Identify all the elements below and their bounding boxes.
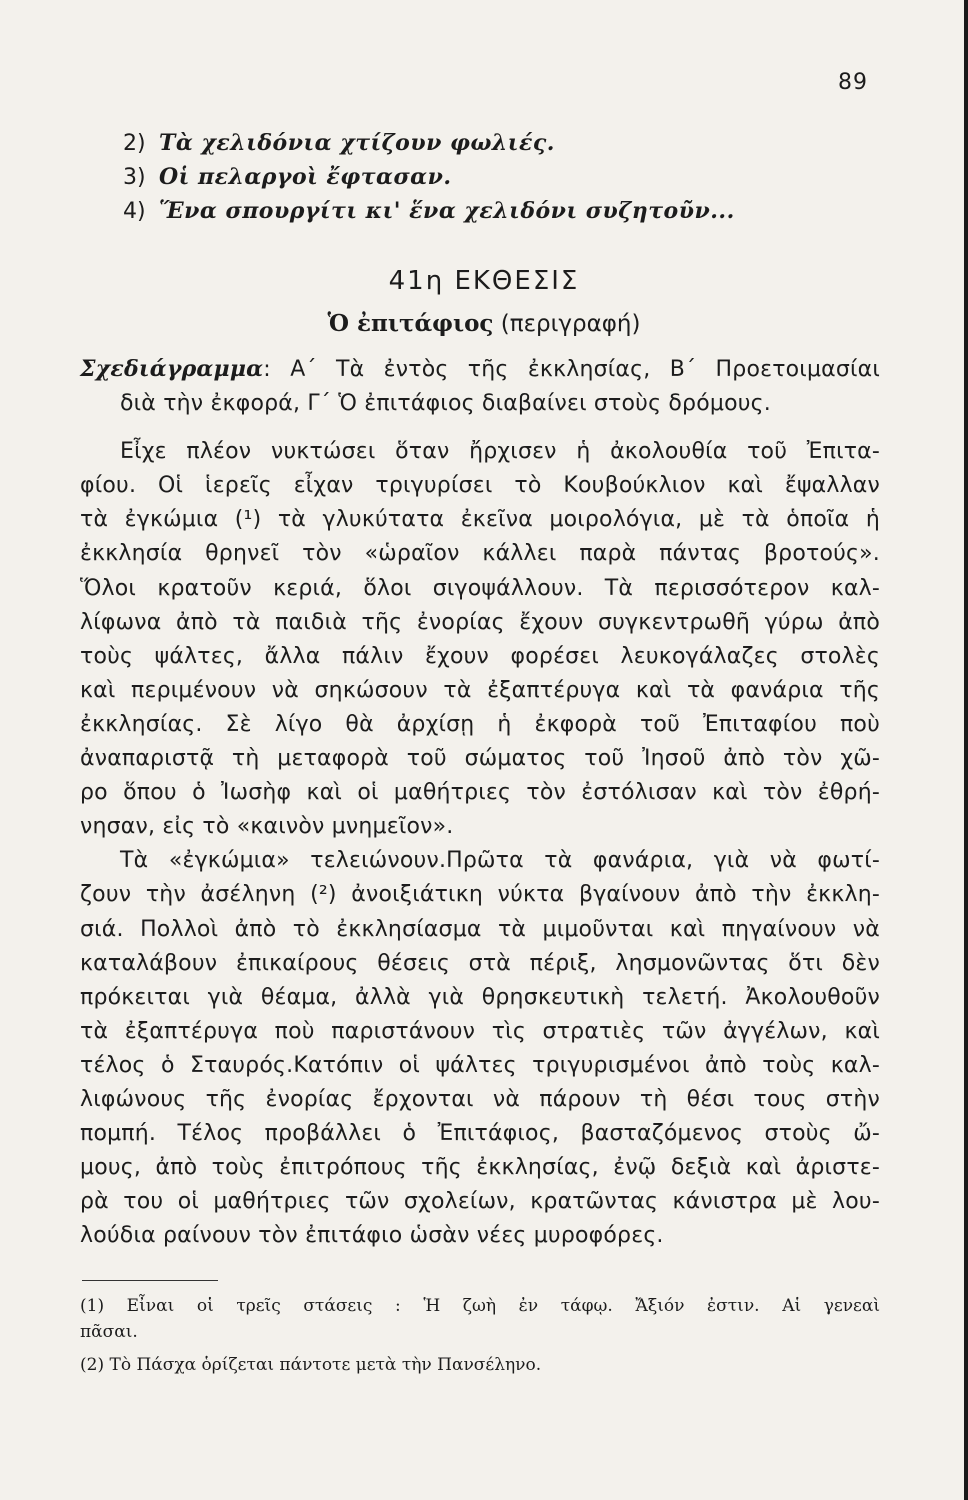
body-line: Εἶχε πλέον νυκτώσει ὅταν ἤρχισεν ἡ ἀκολουθία τοῦ Ἐπιτα- — [120, 439, 880, 465]
footnote-line: (1) Εἶναι οἱ τρεῖς στάσεις : Ἡ ζωὴ ἐν τάφῳ. Ἄξιόν ἐστιν. Αἱ γενεαὶ — [80, 1296, 880, 1316]
exercise-list — [123, 126, 735, 228]
exercise-text: Οἱ πελαργοὶ ἔφτασαν. — [159, 164, 452, 190]
body-line: πομπή. Τέλος προβάλλει ὁ Ἐπιτάφιος, βασταζόμενος στοὺς ὤ- — [80, 1121, 880, 1147]
essay-subtitle — [0, 310, 968, 337]
body-line: ἀναπαριστᾷ τὴ μεταφορὰ τοῦ σώματος τοῦ Ἰησοῦ ἀπὸ τὸν χῶ- — [80, 746, 880, 772]
essay-body — [80, 352, 880, 1253]
body-line: καὶ περιμένουν νὰ σηκώσουν τὰ ἐξαπτέρυγα καὶ τὰ φανάρια τῆς — [80, 677, 880, 703]
body-line: τέλος ὁ Σταυρός.Κατόπιν οἱ ψάλτες τριγυρισμένοι ἀπὸ τοὺς καλ- — [80, 1052, 880, 1078]
footnote-2 — [80, 1352, 880, 1378]
footnote-1 — [80, 1293, 880, 1345]
spacer — [80, 421, 880, 435]
body-line: λιφώνους τῆς ἐνορίας ἔρχονται νὰ πάρουν τὴ θέσι τους στὴν — [80, 1086, 880, 1112]
essay-title: 41η ΕΚΘΕΣΙΣ — [388, 266, 580, 296]
page-number: 89 — [838, 70, 868, 95]
body-line: πρόκειται γιὰ θέαμα, ἀλλὰ γιὰ θρησκευτικὴ τελετή. Ἀκολουθοῦν — [80, 984, 880, 1010]
outline-line — [80, 352, 880, 387]
body-line: σιά. Πολλοὶ ἀπὸ τὸ ἐκκλησίασμα τὰ μιμοῦνται καὶ πηγαίνουν νὰ — [80, 916, 880, 942]
body-line: ρὰ του οἱ μαθήτριες τῶν σχολείων, κρατῶντας κάνιστρα μὲ λου- — [80, 1189, 880, 1215]
exercise-number: 2) — [123, 131, 146, 156]
essay-subtitle-rest: (περιγραφή) — [500, 311, 641, 337]
exercise-item — [123, 160, 735, 194]
outline-line: διὰ τὴν ἐκφορά, Γ΄ Ὁ ἐπιτάφιος διαβαίνει στοὺς δρόμους. — [120, 391, 771, 417]
body-line: τὰ ἐγκώμια (¹) τὰ γλυκύτατα ἐκεῖνα μοιρολόγια, μὲ τὰ ὁποῖα ἡ — [80, 507, 880, 533]
body-line: Τὰ «ἐγκώμια» τελειώνουν.Πρῶτα τὰ φανάρια, γιὰ νὰ φωτί- — [120, 848, 880, 874]
body-line: μους, ἀπὸ τοὺς ἐπιτρόπους τῆς ἐκκλησίας, ἐνῷ δεξιὰ καὶ ἀριστε- — [80, 1155, 880, 1181]
outline-text: : Α΄ Τὰ ἐντὸς τῆς ἐκκλησίας, Β΄ Προετοιμασίαι — [263, 357, 880, 382]
body-line: λούδια ραίνουν τὸν ἐπιτάφιο ὡσὰν νέες μυροφόρες. — [80, 1223, 664, 1249]
body-line: ζουν τὴν ἀσέληνη (²) ἀνοιξιάτικη νύκτα βγαίνουν ἀπὸ τὴν ἐκκλη- — [80, 882, 880, 908]
footnote-line: πᾶσαι. — [80, 1322, 138, 1342]
body-line: λίφωνα ἀπὸ τὰ παιδιὰ τῆς ἐνορίας ἔχουν συγκεντρωθῆ γύρω ἀπὸ — [80, 609, 880, 635]
exercise-number: 3) — [123, 165, 146, 190]
body-line: τοὺς ψάλτες, ἄλλα πάλιν ἔχουν φορέσει λευκογάλαζες στολὲς — [80, 643, 880, 669]
exercise-text: Τὰ χελιδόνια χτίζουν φωλιές. — [159, 130, 555, 156]
exercise-number: 4) — [123, 199, 146, 224]
body-line: ρο ὅπου ὁ Ἰωσὴφ καὶ οἱ μαθήτριες τὸν ἐστόλισαν καὶ τὸν ἐθρή- — [80, 780, 880, 806]
body-line: ἐκκλησία θρηνεῖ τὸν «ὡραῖον κάλλει παρὰ πάντας βροτούς». — [80, 541, 880, 567]
body-line: φίου. Οἱ ἱερεῖς εἶχαν τριγυρίσει τὸ Κουβούκλιον καὶ ἔψαλλαν — [80, 473, 880, 499]
body-line: Ὅλοι κρατοῦν κεριά, ὅλοι σιγοψάλλουν. Τὰ περισσότερον καλ- — [80, 575, 880, 601]
exercise-text: Ἕνα σπουργίτι κι' ἕνα χελιδόνι συζητοῦν... — [159, 198, 735, 224]
body-line: καταλάβουν ἐπικαίρους θέσεις στὰ πέριξ, λησμονῶντας ὅτι δὲν — [80, 950, 880, 976]
outline-label: Σχεδιάγραμμα — [80, 356, 264, 382]
exercise-item — [123, 194, 735, 228]
footnote-line: (2) Τὸ Πάσχα ὁρίζεται πάντοτε μετὰ τὴν Πανσέληνο. — [80, 1355, 542, 1375]
essay-subtitle-bold: Ὁ ἐπιτάφιος — [327, 310, 494, 337]
body-line: τὰ ἐξαπτέρυγα ποὺ παριστάνουν τὶς στρατιὲς τῶν ἀγγέλων, καὶ — [80, 1018, 880, 1044]
exercise-item — [123, 126, 735, 160]
body-line: ἐκκλησίας. Σὲ λίγο θὰ ἀρχίσῃ ἡ ἐκφορὰ τοῦ Ἐπιταφίου ποὺ — [80, 711, 880, 737]
footnote-divider — [82, 1280, 218, 1281]
body-line: νησαν, εἰς τὸ «καινὸν μνημεῖον». — [80, 814, 454, 840]
